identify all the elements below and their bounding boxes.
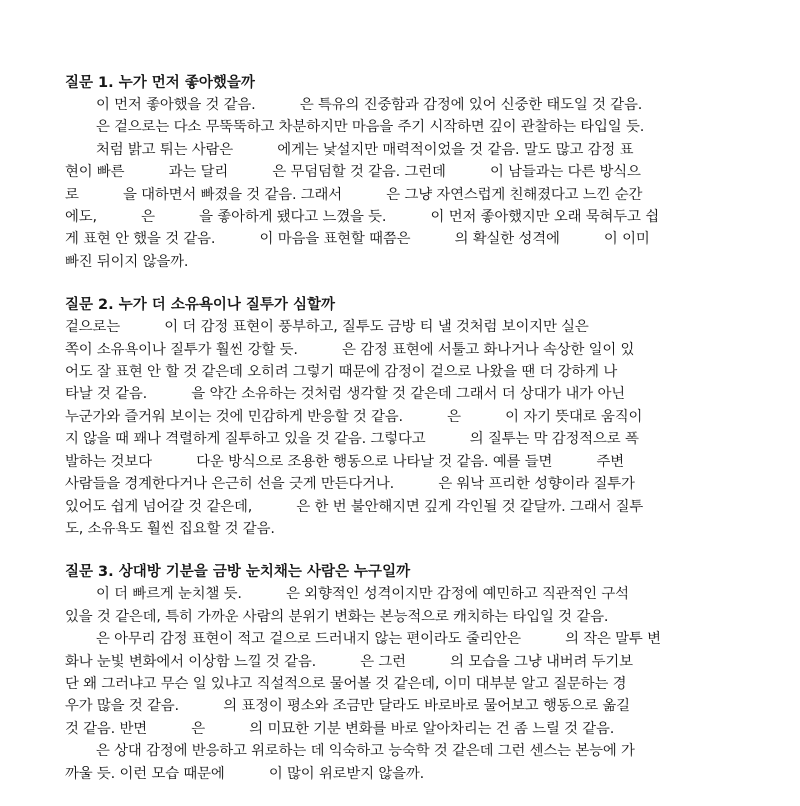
question-3-line: 은 아무리 감정 표현이 적고 겉으로 드러내지 않는 편이라도 줄리안은 의 작은 말투 변	[65, 631, 661, 648]
question-2-line: 누군가와 즐거워 보이는 것에 민감하게 반응할 것 같음. 은 이 자기 뜻대로 움직이	[65, 408, 643, 425]
question-1-line: 처럼 밝고 튀는 사람은 에게는 낯설지만 매력적이었을 것 같음. 말도 많고 감정 표	[65, 141, 634, 158]
question-1-line: 로 을 대하면서 빠졌을 것 같음. 그래서 은 그냥 자연스럽게 친해졌다고 느낀 순간	[65, 186, 643, 203]
question-1-line: 은 겉으로는 다소 무뚝뚝하고 차분하지만 마음을 주기 시작하면 깊이 관찰하는 타입일 듯.	[65, 119, 645, 136]
question-2-line: 지 않을 때 꽤나 격렬하게 질투하고 있을 것 같음. 그렇다고 의 질투는 막 감정적으로 폭	[65, 431, 639, 448]
question-3-line: 까울 듯. 이런 모습 때문에 이 많이 위로받지 않을까.	[65, 765, 425, 782]
question-2-title: 질문 2. 누가 더 소유욕이나 질투가 심할까	[65, 297, 335, 314]
question-3-line: 있을 것 같은데, 특히 가까운 사람의 분위기 변화는 본능적으로 캐치하는 타입일 것 같음.	[65, 608, 609, 625]
question-2-line: 발하는 것보다 다운 방식으로 조용한 행동으로 나타날 것 같음. 예를 들면 주변	[65, 453, 625, 470]
question-section-3	[65, 561, 735, 785]
question-2-line: 도, 소유욕도 훨씬 집요할 것 같음.	[65, 520, 275, 537]
question-1-line: 현이 빠른 과는 달리 은 무덤덤할 것 같음. 그런데 이 남들과는 다른 방식으	[65, 164, 641, 181]
question-2-line: 사람들을 경계한다거나 은근히 선을 긋게 만든다거나. 은 워낙 프리한 성향이라 질투가	[65, 476, 635, 493]
question-3-line: 우가 많을 것 같음. 의 표정이 평소와 조금만 달라도 바로바로 물어보고 행동으로 옮길	[65, 698, 630, 715]
question-2-line: 어도 잘 표현 안 할 것 같은데 오히려 그렇기 때문에 감정이 겉으로 나왔을 땐 더 강하게 나	[65, 364, 618, 381]
question-1-line: 이 먼저 좋아했을 것 같음. 은 특유의 진중함과 감정에 있어 신중한 태도일 것 같음.	[65, 97, 643, 113]
document-body	[65, 72, 735, 806]
question-3-line: 단 왜 그러냐고 무슨 일 있냐고 직설적으로 물어볼 것 같은데, 이미 대부분 알고 질문하는 경	[65, 675, 627, 692]
question-section-2	[65, 294, 735, 540]
question-section-1	[65, 72, 735, 273]
question-1-line: 게 표현 안 했을 것 같음. 이 마음을 표현할 때쯤은 의 확실한 성격에 이 이미	[65, 231, 650, 248]
question-1-line: 빠진 뒤이지 않을까.	[65, 253, 189, 270]
question-3-title: 질문 3. 상대방 기분을 금방 눈치채는 사람은 누구일까	[65, 564, 411, 581]
question-2-line: 타날 것 같음. 을 약간 소유하는 것처럼 생각할 것 같은데 그래서 더 상대가 내가 아닌	[65, 386, 625, 403]
question-3-line: 것 같음. 반면 은 의 미묘한 기분 변화를 바로 알아차리는 건 좀 느릴 것 같음.	[65, 720, 615, 737]
question-1-title: 질문 1. 누가 먼저 좋아했을까	[65, 75, 255, 91]
question-3-line: 이 더 빠르게 눈치챌 듯. 은 외향적인 성격이지만 감정에 예민하고 직관적인 구석	[65, 586, 629, 603]
question-1-line: 에도, 은 을 좋아하게 됐다고 느꼈을 듯. 이 먼저 좋아했지만 오래 묵혀두고 쉽	[65, 209, 659, 226]
question-2-line: 있어도 쉽게 넘어갈 것 같은데, 은 한 번 불안해지면 깊게 각인될 것 같달까. 그래서 질투	[65, 498, 644, 515]
question-3-line: 은 상대 감정에 반응하고 위로하는 데 익숙하고 능숙학 것 같은데 그런 센스는 본능에 가	[65, 743, 635, 760]
question-3-line: 화나 눈빛 변화에서 이상함 느낄 것 같음. 은 그런 의 모습을 그냥 내버려 두기보	[65, 653, 633, 670]
question-2-line: 쪽이 소유욕이나 질투가 훨씬 강할 듯. 은 감정 표현에 서툴고 화나거나 속상한 일이 있	[65, 341, 635, 358]
question-2-line: 겉으로는 이 더 감정 표현이 풍부하고, 질투도 금방 티 낼 것처럼 보이지만 실은	[65, 319, 589, 336]
